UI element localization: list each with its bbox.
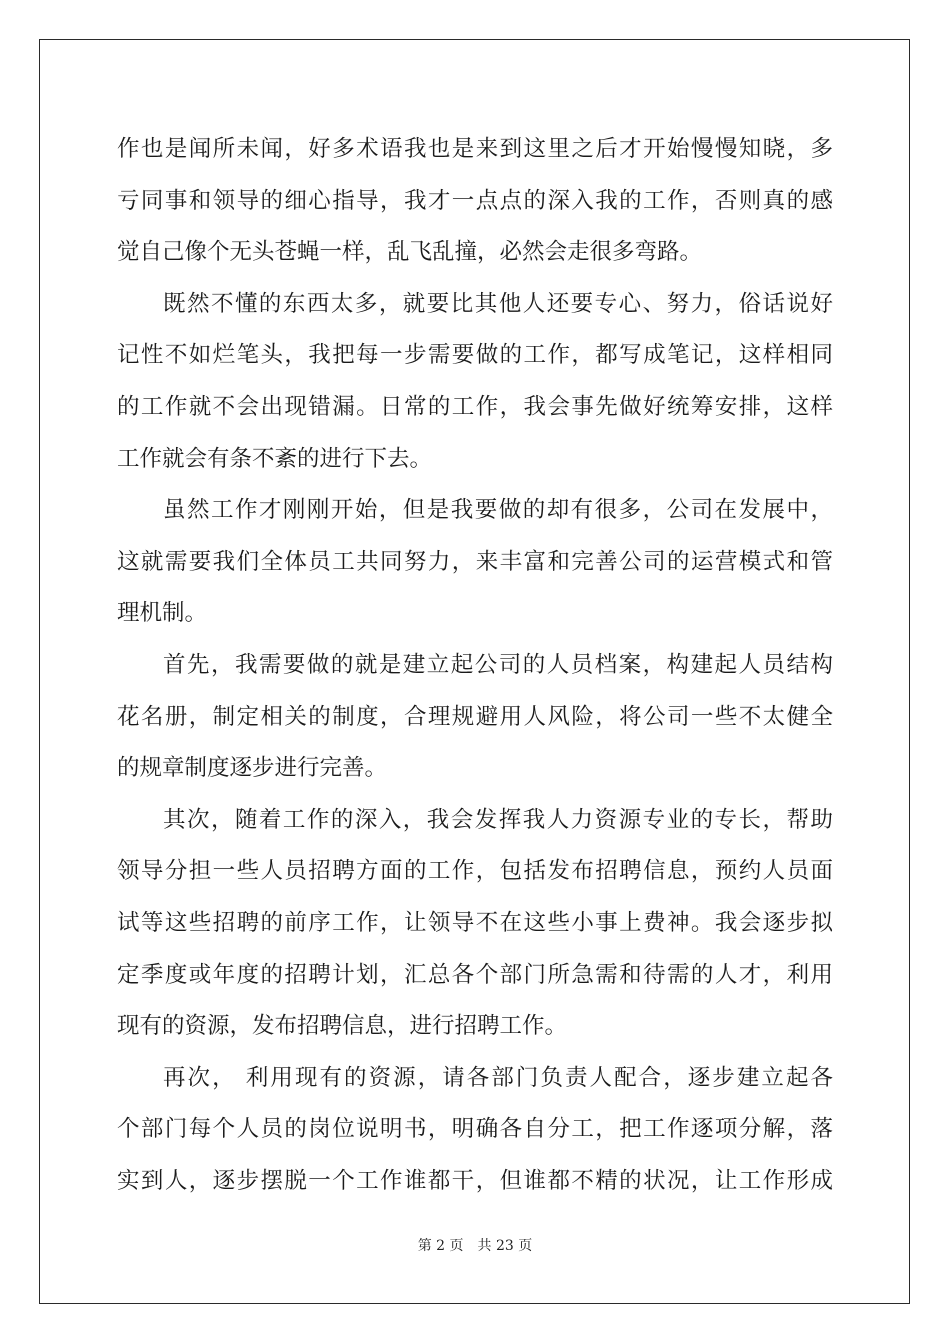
text-line: 首先，我需要做的就是建立起公司的人员档案，构建起人员结构 — [163, 651, 833, 678]
text-line: 既然不懂的东西太多，就要比其他人还要专心、努力，俗话说好 — [163, 290, 833, 317]
paragraph — [117, 640, 833, 795]
text-line: 的规章制度逐步进行完善。 — [117, 755, 388, 782]
paragraph — [117, 1053, 833, 1208]
text-line: 工作就会有条不紊的进行下去。 — [117, 445, 433, 472]
text-line: 再次， 利用现有的资源，请各部门负责人配合，逐步建立起各 — [163, 1064, 833, 1091]
text-line: 这就需要我们全体员工共同努力，来丰富和完善公司的运营模式和管 — [117, 548, 833, 575]
document-body — [117, 124, 833, 1207]
text-line: 虽然工作才刚刚开始，但是我要做的却有很多，公司在发展中， — [163, 497, 833, 524]
paragraph — [117, 485, 833, 640]
text-line: 的工作就不会出现错漏。日常的工作，我会事先做好统筹安排，这样 — [117, 393, 833, 420]
text-line: 试等这些招聘的前序工作，让领导不在这些小事上费神。我会逐步拟 — [117, 909, 833, 936]
text-line: 花名册，制定相关的制度，合理规避用人风险，将公司一些不太健全 — [117, 703, 833, 730]
paragraph — [117, 124, 833, 279]
text-line: 作也是闻所未闻，好多术语我也是来到这里之后才开始慢慢知晓，多 — [117, 136, 833, 162]
page-total: 共 23 页 — [477, 1238, 533, 1254]
text-line: 现有的资源，发布招聘信息，进行招聘工作。 — [117, 1013, 568, 1040]
text-line: 觉自己像个无头苍蝇一样，乱飞乱撞，必然会走很多弯路。 — [117, 239, 703, 266]
text-line: 记性不如烂笔头，我把每一步需要做的工作，都写成笔记，这样相同 — [117, 342, 833, 369]
text-line: 亏同事和领导的细心指导，我才一点点的深入我的工作，否则真的感 — [117, 187, 833, 214]
text-line: 其次，随着工作的深入，我会发挥我人力资源专业的专长，帮助 — [163, 806, 833, 833]
text-line: 个部门每个人员的岗位说明书，明确各自分工，把工作逐项分解，落 — [117, 1116, 833, 1143]
text-line: 实到人，逐步摆脱一个工作谁都干，但谁都不精的状况，让工作形成 — [117, 1167, 833, 1194]
text-line: 理机制。 — [117, 600, 208, 627]
paragraph — [117, 795, 833, 1053]
text-line: 定季度或年度的招聘计划，汇总各个部门所急需和待需的人才，利用 — [117, 961, 833, 988]
page-number: 第 2 页 — [417, 1238, 464, 1254]
paragraph — [117, 279, 833, 485]
text-line: 领导分担一些人员招聘方面的工作，包括发布招聘信息，预约人员面 — [117, 858, 833, 885]
page-footer — [0, 1237, 950, 1255]
